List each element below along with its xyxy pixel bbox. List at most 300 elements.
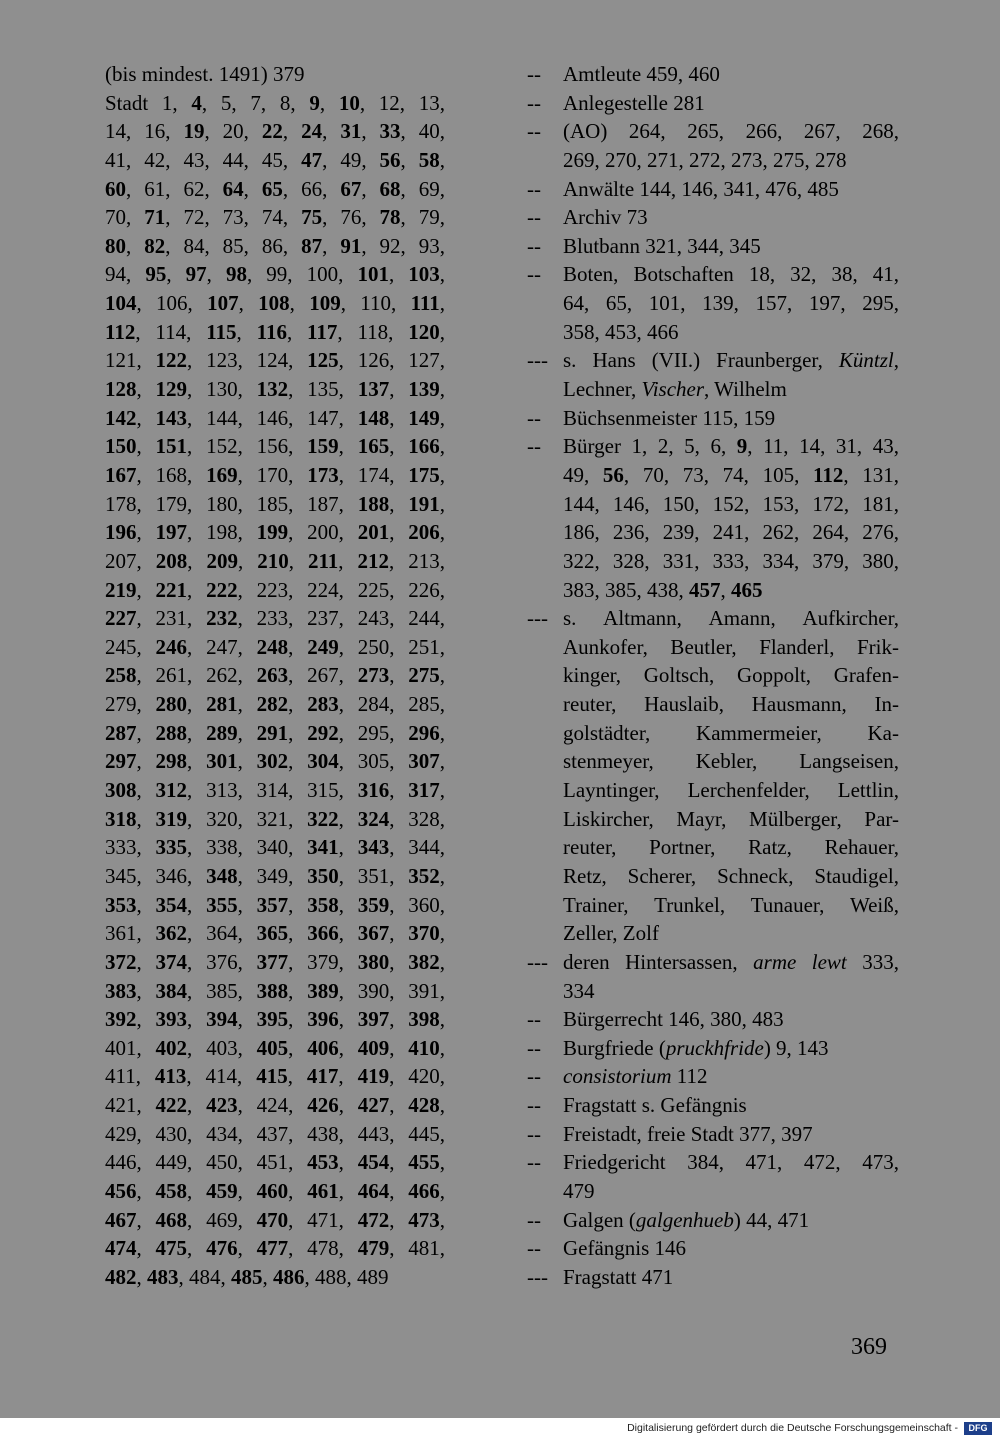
entry-dash: -- bbox=[527, 1007, 541, 1032]
bold-page-ref: 120 bbox=[408, 319, 440, 344]
entry-text: , 360, bbox=[389, 892, 446, 917]
bold-page-ref: 201 bbox=[357, 520, 390, 545]
entry-content bbox=[563, 1148, 899, 1177]
entry-text: , 338, 340, bbox=[187, 835, 308, 860]
entry-text: , 92, 93, bbox=[361, 233, 445, 258]
entry-text: , bbox=[288, 692, 308, 717]
bold-page-ref: 350 bbox=[307, 863, 339, 888]
index-line bbox=[105, 833, 445, 862]
entry-text: , bbox=[237, 720, 257, 745]
bold-page-ref: 80 bbox=[105, 233, 126, 258]
entry-text: , bbox=[439, 262, 446, 287]
bold-page-ref: 24 bbox=[301, 119, 323, 144]
index-line bbox=[105, 1034, 445, 1063]
entry-text: , 414, bbox=[186, 1064, 257, 1089]
italic-term: consistorium bbox=[563, 1064, 672, 1089]
entry-text: Boten, Botschaften 18, 32, 38, 41, bbox=[563, 262, 899, 287]
bold-page-ref: 312 bbox=[155, 778, 188, 803]
bold-page-ref: 389 bbox=[307, 978, 339, 1003]
index-entry-line bbox=[527, 318, 899, 347]
entry-content bbox=[563, 1120, 899, 1149]
entry-text: , bbox=[288, 720, 308, 745]
bold-page-ref: 353 bbox=[105, 892, 137, 917]
entry-text: , bbox=[187, 577, 207, 602]
entry-text: 421, bbox=[105, 1093, 156, 1118]
bold-page-ref: 58 bbox=[418, 147, 440, 172]
entry-text: , bbox=[439, 462, 446, 487]
entry-text: 429, 430, 434, 437, 438, 443, 445, bbox=[105, 1121, 445, 1146]
index-line bbox=[105, 690, 445, 719]
index-line bbox=[105, 919, 445, 948]
bold-page-ref: 282 bbox=[256, 692, 289, 717]
index-entry-line bbox=[527, 117, 899, 146]
entry-content bbox=[563, 175, 899, 204]
index-entry-line bbox=[527, 948, 899, 977]
entry-text: , bbox=[288, 1178, 308, 1203]
entry-text: , 131, bbox=[843, 462, 900, 487]
entry-text: Zeller, Zolf bbox=[563, 921, 659, 946]
entry-dash: -- bbox=[527, 62, 541, 86]
entry-text: , bbox=[187, 692, 207, 717]
entry-text: Freistadt, freie Stadt 377, 397 bbox=[563, 1121, 813, 1146]
entry-text: , 198, bbox=[187, 520, 257, 545]
bold-page-ref: 380 bbox=[357, 949, 390, 974]
bold-page-ref: 273 bbox=[357, 663, 390, 688]
entry-text: , bbox=[338, 921, 358, 946]
bold-page-ref: 486 bbox=[273, 1264, 305, 1289]
entry-text: Retz, Scherer, Schneck, Staudigel, bbox=[563, 863, 899, 888]
bold-page-ref: 165 bbox=[357, 434, 390, 459]
entry-text: , bbox=[187, 720, 207, 745]
entry-content bbox=[563, 948, 899, 977]
entry-text: , bbox=[187, 749, 207, 774]
bold-page-ref: 104 bbox=[105, 291, 137, 316]
bold-page-ref: 460 bbox=[256, 1178, 289, 1203]
entry-text: , 403, bbox=[187, 1035, 257, 1060]
bold-page-ref: 91 bbox=[340, 233, 362, 258]
bold-page-ref: 117 bbox=[307, 319, 338, 344]
bold-page-ref: 107 bbox=[207, 291, 239, 316]
index-line bbox=[105, 289, 445, 318]
entry-text: , 478, bbox=[288, 1236, 358, 1261]
bold-page-ref: 398 bbox=[408, 1007, 440, 1032]
bold-page-ref: 221 bbox=[155, 577, 188, 602]
entry-text: 345, 346, bbox=[105, 863, 207, 888]
entry-dash: -- bbox=[527, 434, 541, 459]
bold-page-ref: 388 bbox=[256, 978, 289, 1003]
entry-dash: -- bbox=[527, 1121, 541, 1146]
entry-dash: --- bbox=[527, 606, 548, 631]
index-entry-line bbox=[527, 604, 899, 633]
entry-text: , bbox=[389, 434, 409, 459]
bold-page-ref: 125 bbox=[307, 348, 339, 373]
bold-page-ref: 111 bbox=[410, 291, 440, 316]
entry-text: , bbox=[136, 806, 156, 831]
bold-page-ref: 474 bbox=[105, 1236, 137, 1261]
bold-page-ref: 482 bbox=[105, 1264, 137, 1289]
entry-content bbox=[563, 318, 899, 347]
entry-text: deren Hintersassen, bbox=[563, 949, 754, 974]
bold-page-ref: 365 bbox=[256, 921, 289, 946]
entry-text: , bbox=[136, 978, 156, 1003]
entry-text: , 223, 224, 225, 226, bbox=[237, 577, 446, 602]
bold-page-ref: 304 bbox=[307, 749, 339, 774]
index-line bbox=[105, 719, 445, 748]
index-line bbox=[105, 776, 445, 805]
entry-text: , bbox=[237, 1007, 257, 1032]
entry-text: , bbox=[237, 548, 258, 573]
entry-text: , bbox=[289, 291, 310, 316]
entry-dash: -- bbox=[527, 1093, 541, 1118]
entry-text: , bbox=[322, 119, 341, 144]
entry-text: , bbox=[136, 377, 156, 402]
index-line bbox=[105, 432, 445, 461]
entry-text: 269, 270, 271, 272, 273, 275, 278 bbox=[563, 147, 847, 172]
bold-page-ref: 415 bbox=[256, 1064, 288, 1089]
entry-content bbox=[563, 60, 899, 89]
index-line bbox=[105, 1120, 445, 1149]
index-entry-line bbox=[527, 1206, 899, 1235]
entry-text: , 106, bbox=[136, 291, 208, 316]
entry-dash: -- bbox=[527, 1064, 541, 1089]
index-entry-line bbox=[527, 1263, 899, 1292]
entry-text: 70, bbox=[105, 205, 145, 230]
index-entry-line bbox=[527, 203, 899, 232]
entry-text: , bbox=[389, 1035, 409, 1060]
entry-text: Anwälte 144, 146, 341, 476, 485 bbox=[563, 176, 839, 201]
entry-dash: -- bbox=[527, 1236, 541, 1261]
bold-page-ref: 472 bbox=[357, 1207, 390, 1232]
entry-text: , 99, 100, bbox=[246, 262, 358, 287]
entry-text: Fragstatt s. Gefängnis bbox=[563, 1093, 747, 1118]
entry-text: , 250, 251, bbox=[338, 634, 446, 659]
bold-page-ref: 68 bbox=[379, 176, 401, 201]
bold-page-ref: 31 bbox=[340, 119, 362, 144]
bold-page-ref: 175 bbox=[408, 462, 440, 487]
entry-text: Aunkofer, Beutler, Flanderl, Frik- bbox=[563, 634, 899, 659]
entry-text: , bbox=[136, 1264, 147, 1289]
bold-page-ref: 464 bbox=[357, 1178, 390, 1203]
entry-text: Friedgericht 384, 471, 472, 473, bbox=[563, 1150, 899, 1175]
bold-page-ref: 473 bbox=[408, 1207, 440, 1232]
entry-text: , 126, 127, bbox=[338, 348, 446, 373]
entry-dash: --- bbox=[527, 1264, 548, 1289]
bold-page-ref: 249 bbox=[307, 634, 339, 659]
entry-text: 322, 328, 331, 333, 334, 379, 380, bbox=[563, 548, 899, 573]
entry-dash: -- bbox=[527, 1207, 541, 1232]
bold-page-ref: 367 bbox=[357, 921, 390, 946]
index-entry-line bbox=[527, 1120, 899, 1149]
dfg-logo: DFG bbox=[964, 1422, 992, 1435]
bold-page-ref: 56 bbox=[379, 147, 401, 172]
entry-text: , bbox=[236, 319, 257, 344]
index-line bbox=[105, 862, 445, 891]
entry-text: , bbox=[439, 778, 446, 803]
index-entry-line bbox=[527, 862, 899, 891]
entry-text: , 79, bbox=[400, 205, 445, 230]
bold-page-ref: 405 bbox=[256, 1035, 289, 1060]
entry-text: Bürgerrecht 146, 380, 483 bbox=[563, 1007, 784, 1032]
entry-text: , 72, 73, 74, bbox=[165, 205, 302, 230]
entry-text: 401, bbox=[105, 1035, 156, 1060]
entry-text: , 233, 237, 243, 244, bbox=[237, 606, 446, 631]
entry-text: , 152, 156, bbox=[187, 434, 308, 459]
bold-page-ref: 402 bbox=[155, 1035, 188, 1060]
index-line bbox=[105, 1234, 445, 1263]
entry-content bbox=[563, 260, 899, 289]
bold-page-ref: 289 bbox=[206, 720, 238, 745]
bold-page-ref: 335 bbox=[155, 835, 188, 860]
bold-page-ref: 209 bbox=[206, 548, 238, 573]
entry-text: , 144, 146, 147, bbox=[187, 405, 358, 430]
index-entry-line bbox=[527, 576, 899, 605]
bold-page-ref: 167 bbox=[105, 462, 137, 487]
entry-text: , bbox=[136, 720, 156, 745]
entry-dash: -- bbox=[527, 1035, 541, 1060]
entry-text: stenmeyer, Kebler, Langseisen, bbox=[563, 749, 899, 774]
index-entry-line bbox=[527, 1234, 899, 1263]
entry-text: , 76, bbox=[322, 205, 380, 230]
entry-text: , bbox=[338, 1035, 358, 1060]
bold-page-ref: 95 bbox=[145, 262, 167, 287]
entry-text: , bbox=[136, 1236, 156, 1261]
entry-text: 64, 65, 101, 139, 157, 197, 295, bbox=[563, 291, 899, 316]
bold-page-ref: 222 bbox=[206, 577, 238, 602]
entry-text: , bbox=[187, 1236, 207, 1261]
index-line bbox=[105, 1062, 445, 1091]
entry-text: , bbox=[388, 262, 409, 287]
entry-text: Bürger 1, 2, 5, 6, bbox=[563, 434, 737, 459]
index-line bbox=[105, 1091, 445, 1120]
index-entry-line bbox=[527, 289, 899, 318]
entry-text: , 328, bbox=[389, 806, 446, 831]
bold-page-ref: 258 bbox=[105, 663, 137, 688]
entry-text: , bbox=[439, 1007, 446, 1032]
entry-text: , 11, 14, 31, 43, bbox=[747, 434, 899, 459]
entry-text: , bbox=[389, 1007, 409, 1032]
entry-text: , 70, 73, 74, 105, bbox=[623, 462, 813, 487]
entry-text: , bbox=[187, 1178, 207, 1203]
entry-text: , bbox=[288, 978, 308, 1003]
index-line bbox=[105, 1148, 445, 1177]
entry-content bbox=[563, 1034, 899, 1063]
index-entry-line bbox=[527, 547, 899, 576]
bold-page-ref: 357 bbox=[256, 892, 289, 917]
index-entry-line bbox=[527, 977, 899, 1006]
bold-page-ref: 280 bbox=[155, 692, 188, 717]
entry-text: , bbox=[237, 749, 257, 774]
bold-page-ref: 406 bbox=[307, 1035, 339, 1060]
bold-page-ref: 397 bbox=[357, 1007, 390, 1032]
entry-text: , bbox=[439, 863, 446, 888]
bold-page-ref: 78 bbox=[379, 205, 401, 230]
bold-page-ref: 372 bbox=[105, 949, 137, 974]
bold-page-ref: 47 bbox=[301, 147, 323, 172]
footer-bar bbox=[0, 1418, 1000, 1439]
entry-text: 279, bbox=[105, 692, 156, 717]
index-entry-line bbox=[527, 690, 899, 719]
entry-text: , 305, bbox=[338, 749, 409, 774]
bold-page-ref: 355 bbox=[206, 892, 238, 917]
entry-text: , bbox=[338, 892, 358, 917]
bold-page-ref: 82 bbox=[144, 233, 166, 258]
entry-text: , bbox=[439, 1150, 446, 1175]
entry-text: , 484, bbox=[178, 1264, 231, 1289]
entry-text: , bbox=[439, 377, 446, 402]
entry-text: Layntinger, Lerchenfelder, Lettlin, bbox=[563, 778, 899, 803]
bold-page-ref: 392 bbox=[105, 1007, 137, 1032]
bold-page-ref: 352 bbox=[408, 863, 440, 888]
bold-page-ref: 354 bbox=[155, 892, 188, 917]
entry-text: , bbox=[136, 405, 156, 430]
entry-text: , bbox=[136, 949, 156, 974]
italic-term: galgenhueb bbox=[635, 1207, 734, 1232]
entry-text: 144, 146, 150, 152, 153, 172, 181, bbox=[563, 491, 899, 516]
entry-text: Fragstatt 471 bbox=[563, 1264, 674, 1289]
bold-page-ref: 87 bbox=[301, 233, 323, 258]
bold-page-ref: 377 bbox=[256, 949, 289, 974]
entry-text: , 170, bbox=[237, 462, 308, 487]
index-line bbox=[105, 1005, 445, 1034]
index-entry-line bbox=[527, 919, 899, 948]
bold-page-ref: 287 bbox=[105, 720, 137, 745]
entry-text: , 295, bbox=[338, 720, 409, 745]
entry-text: 14, 16, bbox=[105, 119, 184, 144]
entry-text: , bbox=[338, 548, 358, 573]
entry-content bbox=[563, 977, 899, 1006]
entry-content bbox=[563, 490, 899, 519]
entry-text: , bbox=[237, 892, 257, 917]
entry-text: ) 44, 471 bbox=[733, 1207, 810, 1232]
entry-text: ) 9, 143 bbox=[763, 1035, 829, 1060]
entry-text: , bbox=[237, 1178, 257, 1203]
entry-text: , 213, bbox=[389, 548, 445, 573]
index-line bbox=[105, 203, 445, 232]
entry-text: , 168, bbox=[136, 462, 207, 487]
entry-dash: --- bbox=[527, 949, 548, 974]
bold-page-ref: 468 bbox=[155, 1207, 188, 1232]
bold-page-ref: 246 bbox=[155, 634, 188, 659]
bold-page-ref: 4 bbox=[191, 90, 202, 115]
entry-text: , bbox=[439, 147, 445, 172]
bold-page-ref: 470 bbox=[256, 1207, 289, 1232]
bold-page-ref: 291 bbox=[256, 720, 289, 745]
bold-page-ref: 56 bbox=[602, 462, 624, 487]
bold-page-ref: 298 bbox=[155, 749, 188, 774]
bold-page-ref: 476 bbox=[206, 1236, 238, 1261]
bold-page-ref: 479 bbox=[357, 1236, 390, 1261]
index-line bbox=[105, 633, 445, 662]
entry-text: , bbox=[206, 262, 226, 287]
entry-text: Blutbann 321, 344, 345 bbox=[563, 233, 761, 258]
bold-page-ref: 319 bbox=[155, 806, 188, 831]
entry-text: , 349, bbox=[237, 863, 308, 888]
entry-text: , bbox=[136, 1207, 156, 1232]
entry-text: , 118, bbox=[337, 319, 409, 344]
entry-text: , 114, bbox=[135, 319, 207, 344]
bold-page-ref: 459 bbox=[206, 1178, 238, 1203]
entry-content bbox=[563, 346, 899, 375]
entry-text: Gefängnis 146 bbox=[563, 1236, 687, 1261]
bold-page-ref: 263 bbox=[256, 663, 289, 688]
entry-text: , bbox=[187, 1007, 207, 1032]
bold-page-ref: 426 bbox=[307, 1093, 339, 1118]
index-line bbox=[105, 1263, 445, 1292]
entry-text: , 20, bbox=[204, 119, 262, 144]
entry-text: , 12, 13, bbox=[359, 90, 446, 115]
bold-page-ref: 366 bbox=[307, 921, 339, 946]
entry-text: , 130, bbox=[187, 377, 257, 402]
entry-text: , bbox=[136, 520, 156, 545]
bold-page-ref: 232 bbox=[206, 606, 238, 631]
entry-content bbox=[563, 404, 899, 433]
entry-text: , 267, bbox=[288, 663, 358, 688]
bold-page-ref: 10 bbox=[338, 90, 360, 115]
entry-text: 333, bbox=[105, 835, 156, 860]
index-entry-line bbox=[527, 518, 899, 547]
index-line bbox=[105, 604, 445, 633]
bold-page-ref: 296 bbox=[408, 720, 440, 745]
entry-text: , bbox=[262, 1264, 273, 1289]
bold-page-ref: 465 bbox=[731, 577, 763, 602]
entry-dash: -- bbox=[527, 262, 541, 287]
bold-page-ref: 394 bbox=[206, 1007, 238, 1032]
bold-page-ref: 359 bbox=[357, 892, 390, 917]
entry-content bbox=[563, 547, 899, 576]
bold-page-ref: 169 bbox=[206, 462, 238, 487]
index-entry-line bbox=[527, 1091, 899, 1120]
entry-text: , bbox=[893, 348, 899, 373]
entry-text: 94, bbox=[105, 262, 146, 287]
entry-text: 178, 179, 180, 185, 187, bbox=[105, 491, 358, 516]
entry-text: , 481, bbox=[389, 1236, 446, 1261]
entry-text: , bbox=[439, 520, 446, 545]
entry-content bbox=[563, 289, 899, 318]
bold-page-ref: 67 bbox=[340, 176, 362, 201]
entry-content bbox=[563, 146, 899, 175]
index-line bbox=[105, 518, 445, 547]
bold-page-ref: 101 bbox=[357, 262, 389, 287]
entry-text: , 261, 262, bbox=[136, 663, 257, 688]
bold-page-ref: 455 bbox=[408, 1150, 440, 1175]
entry-text: , bbox=[187, 1093, 207, 1118]
entry-text: kinger, Goltsch, Goppolt, Grafen- bbox=[563, 663, 899, 688]
entry-text: 334 bbox=[563, 978, 595, 1003]
bold-page-ref: 419 bbox=[357, 1064, 390, 1089]
entry-text: , bbox=[720, 577, 731, 602]
entry-content bbox=[563, 919, 899, 948]
bold-page-ref: 324 bbox=[357, 806, 390, 831]
bold-page-ref: 393 bbox=[155, 1007, 188, 1032]
entry-dash: --- bbox=[527, 348, 548, 373]
bold-page-ref: 302 bbox=[256, 749, 289, 774]
index-line bbox=[105, 375, 445, 404]
entry-text: , bbox=[286, 319, 308, 344]
bold-page-ref: 112 bbox=[105, 319, 136, 344]
entry-text: , bbox=[361, 119, 380, 144]
entry-content bbox=[563, 1263, 899, 1292]
entry-text: , bbox=[439, 1093, 446, 1118]
entry-content bbox=[563, 690, 899, 719]
bold-page-ref: 173 bbox=[307, 462, 339, 487]
entry-text: , bbox=[389, 949, 409, 974]
entry-text: , bbox=[237, 692, 257, 717]
entry-text: , 379, bbox=[288, 949, 358, 974]
index-line bbox=[105, 117, 445, 146]
entry-text: , 247, bbox=[187, 634, 257, 659]
entry-text: , 40, bbox=[400, 119, 445, 144]
index-line bbox=[105, 576, 445, 605]
